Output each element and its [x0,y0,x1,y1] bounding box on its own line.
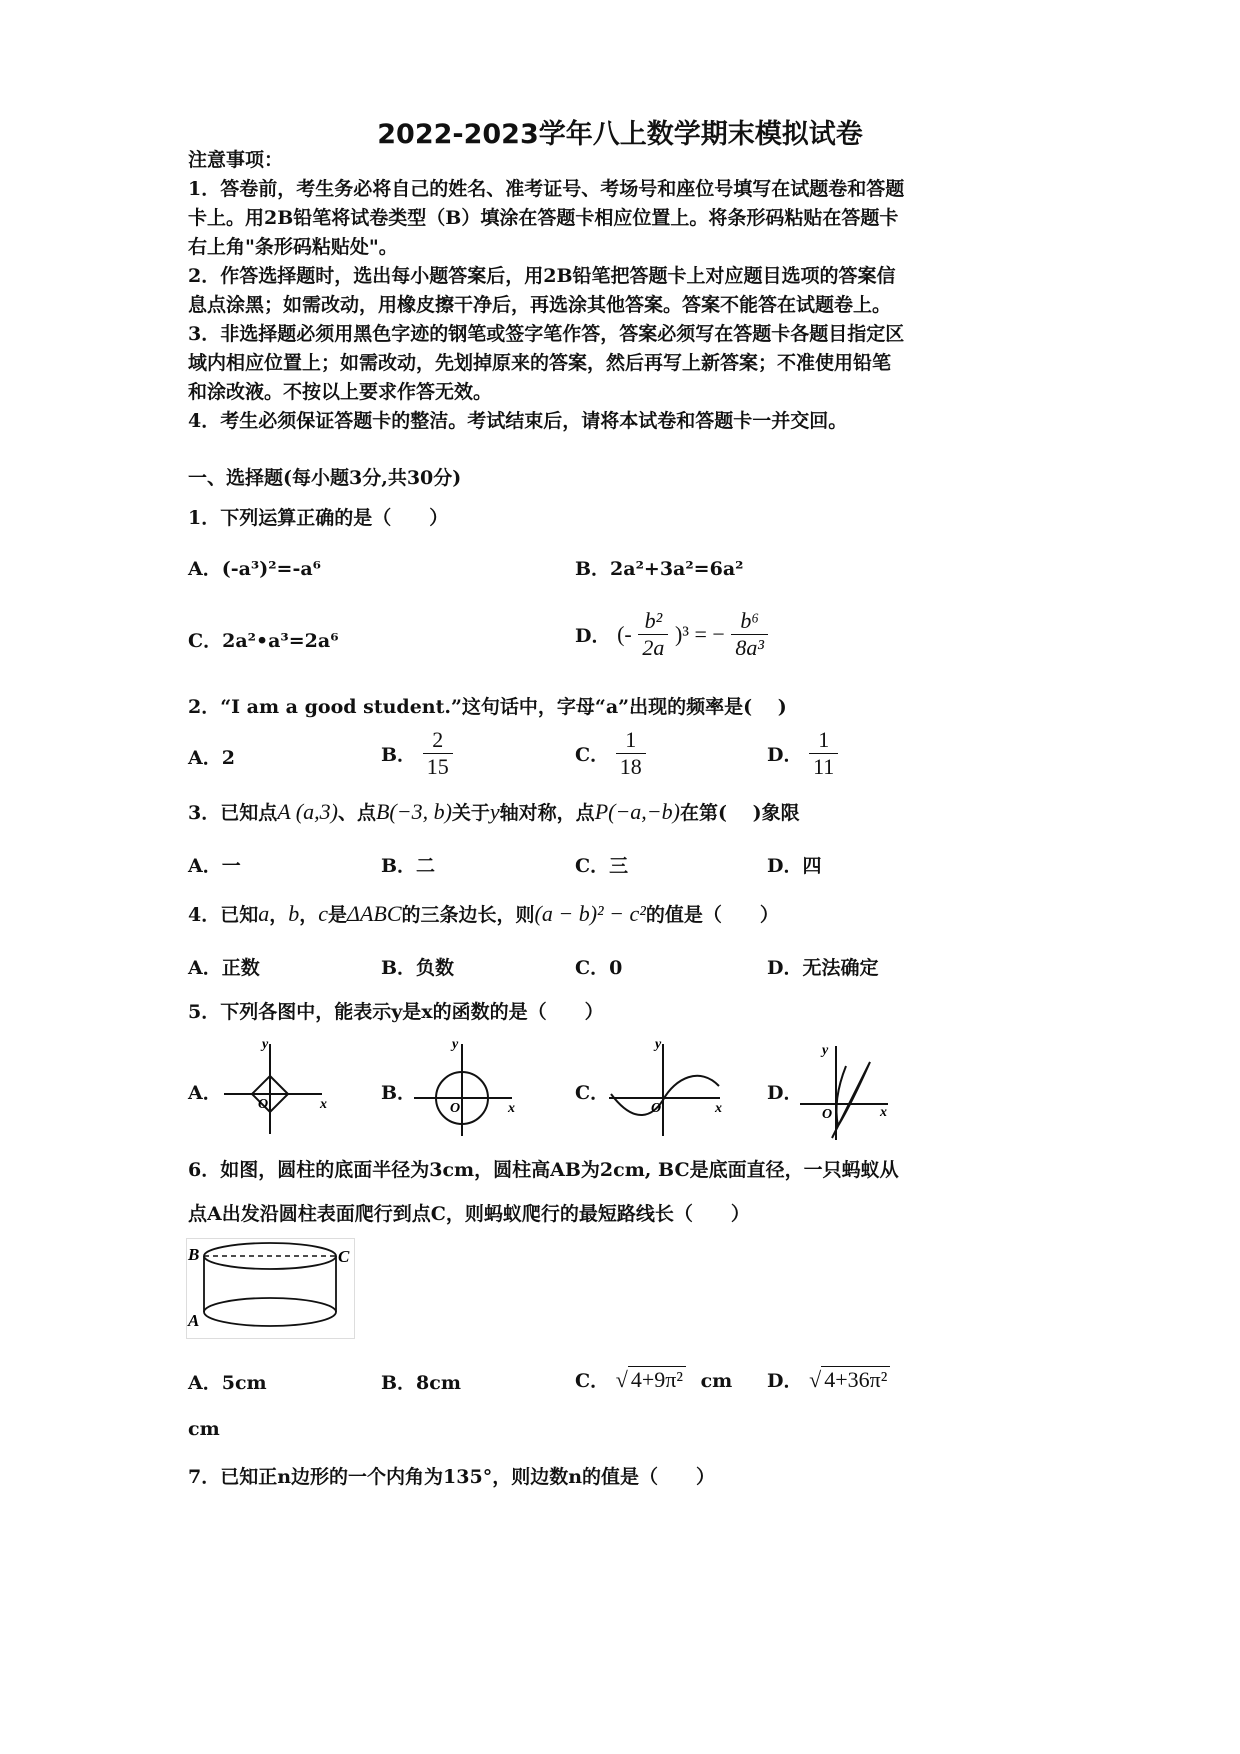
graph-c-sine [605,1036,730,1136]
question-3-stem: 3．已知点A (a,3)、点B(−3, b)关于y轴对称，点P(−a,−b)在第( )象限 [188,799,800,824]
graph-b-circle [412,1036,522,1136]
sqrt-expression: √ 4+36π² [809,1366,890,1392]
graph-a-diamond [222,1036,332,1136]
origin-label: O [822,1107,833,1122]
question-2-stem: 2．“I am a good student.”这句话中，字母“a”出现的频率是( ) [188,696,787,718]
q1-option-a: A．(-a³)²=-a⁶ [188,558,322,580]
notice-line: 2．作答选择题时，选出每小题答案后，用2B铅笔把答题卡上对应题目选项的答案信 [188,265,896,287]
q6-option-a: A．5cm [188,1372,267,1394]
q5-option-c: C． [575,1082,610,1104]
q5-option-b: B． [381,1082,417,1104]
axis-label-y: y [452,1037,459,1052]
fraction: $\frac{1}{18}$ [616,727,646,780]
cylinder-figure [186,1238,356,1340]
axis-label-y: y [822,1043,829,1058]
axis-label-y: y [655,1037,662,1052]
axis-label-y: y [262,1037,269,1052]
notice-line: 域内相应位置上；如需改动，先划掉原来的答案，然后再写上新答案；不准使用铅笔 [188,352,892,374]
notice-line: 和涂改液。不按以上要求作答无效。 [188,381,493,403]
page-title: 2022-2023学年八上数学期末模拟试卷 [377,119,863,150]
sqrt-expression: √ 4+9π² [616,1366,686,1392]
origin-label: O [258,1097,269,1112]
q2-option-c: C． $\frac{1}{18}$ [575,727,646,780]
notice-line: 右上角"条形码粘贴处"。 [188,236,398,258]
option-label: D． [575,625,611,647]
q6-option-c: C． √ 4+9π² cm [575,1367,733,1392]
q5-option-d: D． [767,1082,803,1104]
q4-option-c: C．0 [575,957,623,979]
q2-option-a: A．2 [188,747,235,769]
axis-label-x: x [320,1097,327,1112]
math-paren: (- [617,621,632,647]
notice-line: 卡上。用2B铅笔将试卷类型（B）填涂在答题卡相应位置上。将条形码粘贴在答题卡 [188,207,899,229]
q4-option-b: B．负数 [381,957,455,979]
q3-option-d: D．四 [767,855,822,877]
q6-option-b: B．8cm [381,1372,461,1394]
question-5-stem: 5．下列各图中，能表示y是x的函数的是（ ） [188,1001,604,1023]
q1-option-c: C．2a²•a³=2a⁶ [188,630,339,652]
question-6-line-2: 点A出发沿圆柱表面爬行到点C，则蚂蚁爬行的最短路线长（ ） [188,1203,750,1225]
point-label-a: A [188,1311,200,1330]
origin-label: O [651,1101,662,1116]
q6-option-d: D． √ 4+36π² [767,1366,890,1393]
point-label-c: C [338,1247,350,1266]
fraction: $\frac{1}{11}$ [809,727,838,780]
notice-line: 3．非选择题必须用黑色字迹的钢笔或签字笔作答，答案必须写在答题卡各题目指定区 [188,323,905,345]
q1-option-d [575,608,768,661]
question-7-stem: 7．已知正n边形的一个内角为135°，则边数n的值是（ ） [188,1466,716,1488]
point-label-b: B [188,1245,200,1264]
axis-label-x: x [880,1105,887,1120]
notice-line: 1．答卷前，考生务必将自己的姓名、准考证号、考场号和座位号填写在试题卷和答题 [188,178,905,200]
q3-option-b: B．二 [381,855,436,877]
q2-option-b: B． $\frac{2}{15}$ [381,727,453,780]
q4-option-d: D．无法确定 [767,957,879,979]
math-operator: )³ = − [675,621,725,647]
question-1-stem: 1．下列运算正确的是（ ） [188,507,449,529]
question-4-stem: 4．已知a，b，c是ΔABC的三条边长，则(a − b)² − c²的值是（ ） [188,901,779,926]
section-heading: 一、选择题(每小题3分,共30分) [188,467,462,489]
fraction: $\frac{\text{b²}}{2a}$ [638,608,668,661]
q2-option-d: D． $\frac{1}{11}$ [767,727,838,780]
fraction: $\frac{\text{b⁶}}{\text{8a³}}$ [731,608,768,661]
question-6-line-1: 6．如图，圆柱的底面半径为3cm，圆柱高AB为2cm, BC是底面直径，一只蚂蚁从 [188,1159,899,1181]
origin-label: O [450,1101,461,1116]
q3-option-c: C．三 [575,855,629,877]
notice-line: 4．考生必须保证答题卡的整洁。考试结束后，请将本试卷和答题卡一并交回。 [188,410,848,432]
notice-line: 息点涂黑；如需改动，用橡皮擦干净后，再选涂其他答案。答案不能答在试题卷上。 [188,294,892,316]
q1-option-b: B．2a²+3a²=6a² [575,558,744,580]
axis-label-x: x [715,1101,722,1116]
q4-option-a: A．正数 [188,957,260,979]
graph-d-loop [798,1036,908,1141]
q5-option-a: A． [188,1082,222,1104]
axis-label-x: x [508,1101,515,1116]
fraction: $\frac{2}{15}$ [423,727,453,780]
q3-option-a: A．一 [188,855,241,877]
notice-heading: 注意事项： [188,149,284,171]
q6-option-d-unit: cm [188,1418,220,1440]
